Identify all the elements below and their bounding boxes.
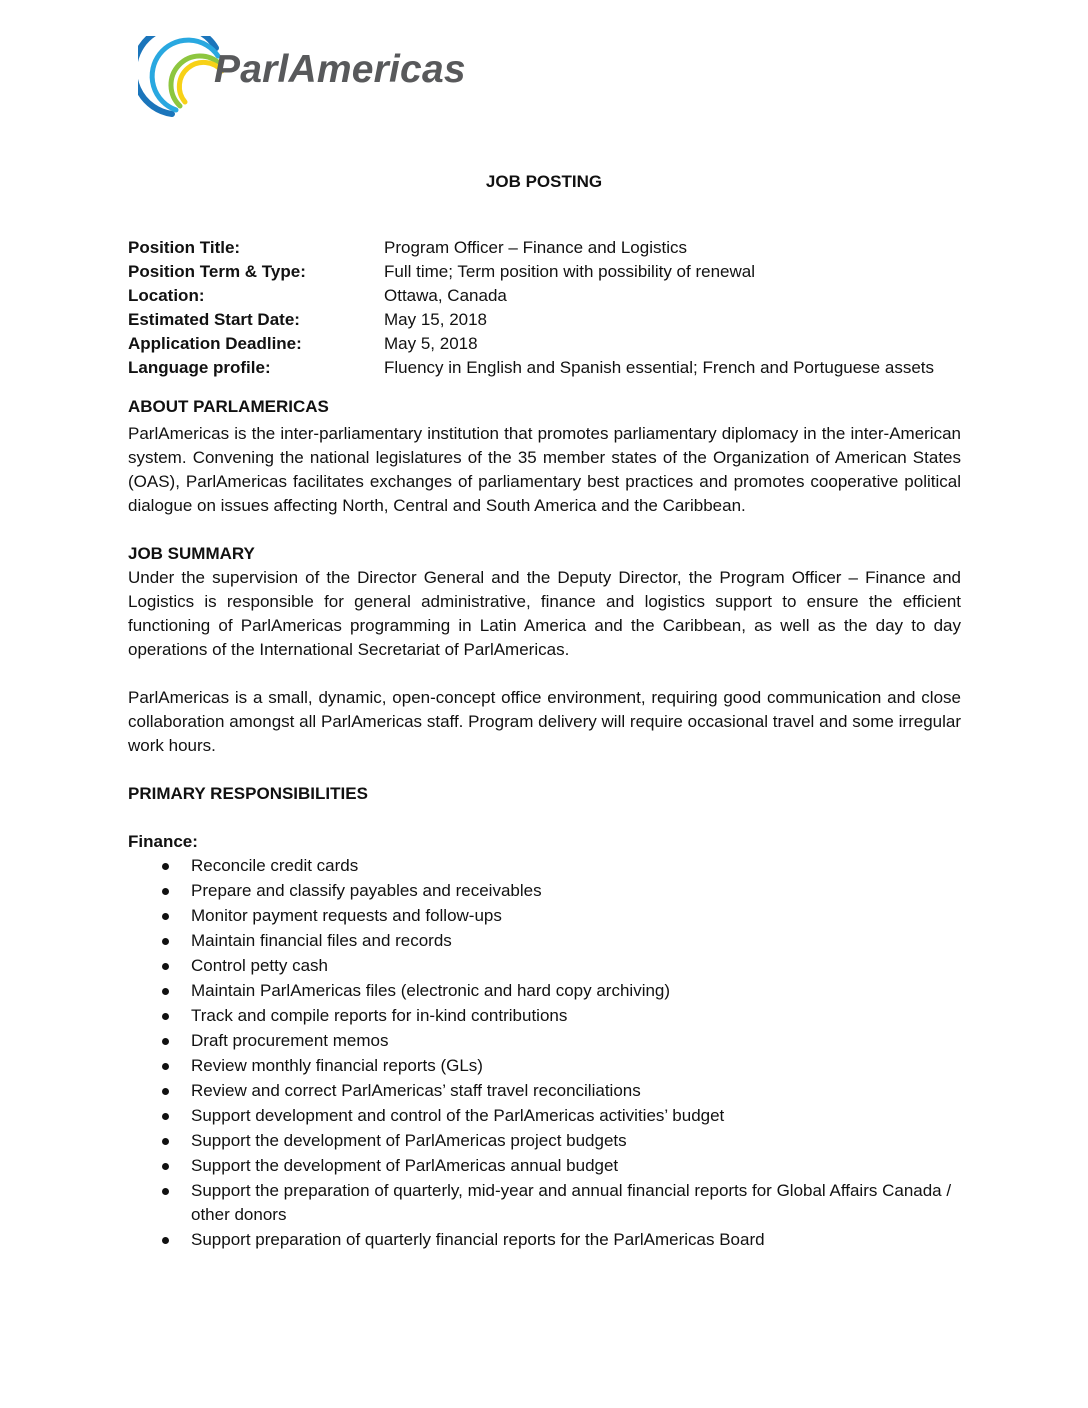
bullet-icon: [162, 1088, 169, 1095]
bullet-icon: [162, 1188, 169, 1195]
bullet-icon: [162, 1013, 169, 1020]
document-body: [128, 236, 961, 1253]
detail-value: Fluency in English and Spanish essential; French and Portuguese assets: [384, 358, 934, 377]
detail-value: May 5, 2018: [384, 334, 478, 353]
list-item: Track and compile reports for in-kind contributions: [128, 1004, 961, 1028]
position-details: [128, 236, 961, 380]
list-item: Support the development of ParlAmericas project budgets: [128, 1129, 961, 1153]
detail-label: Estimated Start Date:: [128, 310, 300, 329]
list-item: Reconcile credit cards: [128, 854, 961, 878]
bullet-icon: [162, 1237, 169, 1244]
bullet-icon: [162, 1138, 169, 1145]
list-item: Prepare and classify payables and receivables: [128, 879, 961, 903]
bullet-icon: [162, 888, 169, 895]
detail-value: May 15, 2018: [384, 310, 488, 329]
page-title: JOB POSTING: [485, 172, 603, 191]
bullet-icon: [162, 938, 169, 945]
job-summary-paragraph: Under the supervision of the Director General and the Deputy Director, the Program Officer – Finance and Logistics is responsible for general administrative, finance and logistics support to ensure the efficient functioning of ParlAmericas programming in Latin America and the Caribbean, as well as the day to day operations of the International Secretariat of ParlAmericas.: [128, 568, 961, 659]
list-item: Review and correct ParlAmericas’ staff travel reconciliations: [128, 1079, 961, 1103]
list-item: Monitor payment requests and follow-ups: [128, 904, 961, 928]
finance-list: [128, 854, 961, 1252]
bullet-icon: [162, 1063, 169, 1070]
about-heading: ABOUT PARLAMERICAS: [128, 397, 329, 416]
parlamericas-logo: [138, 36, 498, 118]
bullet-icon: [162, 988, 169, 995]
detail-value: Ottawa, Canada: [384, 286, 507, 305]
bullet-icon: [162, 1113, 169, 1120]
list-item: Maintain financial files and records: [128, 929, 961, 953]
list-item: Control petty cash: [128, 954, 961, 978]
bullet-icon: [162, 963, 169, 970]
list-item: Draft procurement memos: [128, 1029, 961, 1053]
logo-wordmark: ParlAmericas: [214, 48, 466, 91]
bullet-icon: [162, 1163, 169, 1170]
list-item: Support development and control of the ParlAmericas activities’ budget: [128, 1104, 961, 1128]
detail-label: Application Deadline:: [128, 334, 302, 353]
detail-label: Position Term & Type:: [128, 262, 306, 281]
bullet-icon: [162, 1038, 169, 1045]
bullet-icon: [162, 863, 169, 870]
list-item: Support the development of ParlAmericas annual budget: [128, 1154, 961, 1178]
list-item: Review monthly financial reports (GLs): [128, 1054, 961, 1078]
list-item: Maintain ParlAmericas files (electronic and hard copy archiving): [128, 979, 961, 1003]
list-item: Support the preparation of quarterly, mid-year and annual financial reports for Global Affairs Canada / other donors: [128, 1179, 961, 1227]
bullet-icon: [162, 913, 169, 920]
office-environment-paragraph: ParlAmericas is a small, dynamic, open-concept office environment, requiring good communication and close collaboration amongst all ParlAmericas staff. Program delivery will require occasional travel and some irregular work hours.: [128, 688, 961, 755]
detail-label: Location:: [128, 286, 205, 305]
about-paragraph: ParlAmericas is the inter-parliamentary institution that promotes parliamentary diplomacy in the inter-American system. Convening the national legislatures of the 35 member states of the Organization of American States (OAS), ParlAmericas facilitates exchanges of parliamentary best practices and promotes cooperative political dialogue on issues affecting North, Central and South America and the Caribbean.: [128, 424, 961, 515]
responsibilities-heading: PRIMARY RESPONSIBILITIES: [128, 784, 368, 803]
detail-value: Program Officer – Finance and Logistics: [384, 238, 687, 257]
detail-label: Language profile:: [128, 358, 271, 377]
list-item: Support preparation of quarterly financial reports for the ParlAmericas Board: [128, 1228, 961, 1252]
detail-value: Full time; Term position with possibility of renewal: [384, 262, 755, 281]
detail-label: Position Title:: [128, 238, 241, 257]
job-summary-heading: JOB SUMMARY: [128, 544, 255, 563]
finance-heading: Finance:: [128, 832, 198, 851]
